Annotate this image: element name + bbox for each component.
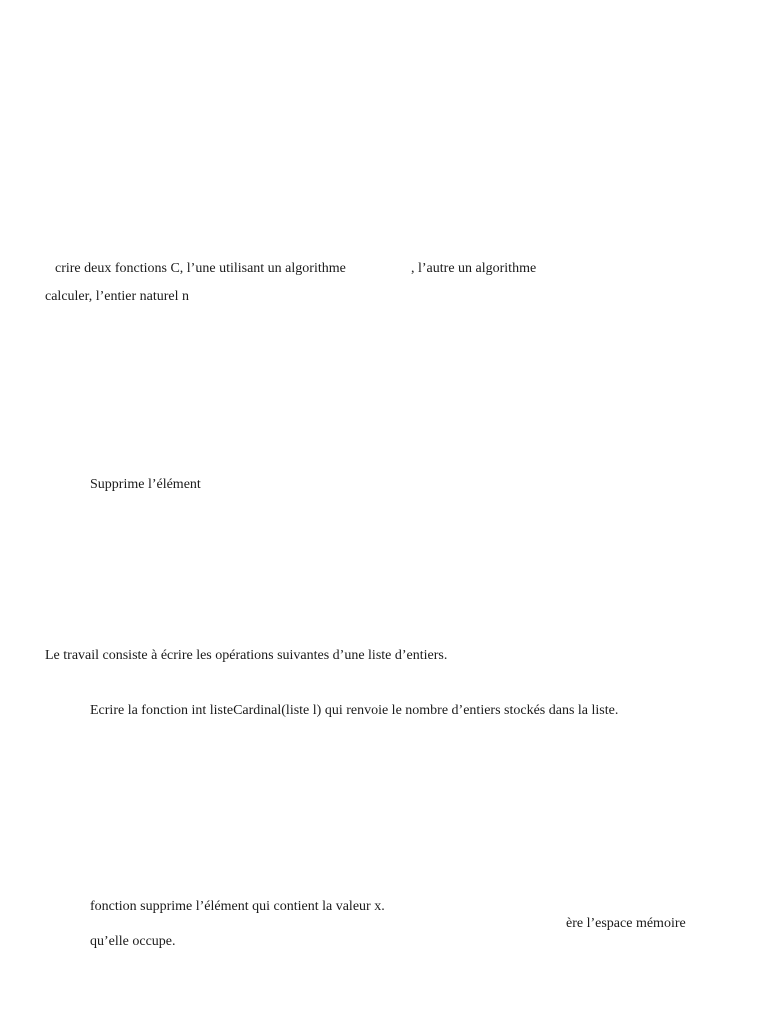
exercise3-item2-line1-right: ère l’espace mémoire [566, 916, 686, 931]
exercise1-text-part1: crire deux fonctions C, l’une utilisant un algorithme [55, 261, 346, 276]
exercise3-item1: Ecrire la fonction int listeCardinal(liste l) qui renvoie le nombre d’entiers stockés dans la liste. [90, 703, 619, 718]
exercise3-item2-line1: fonction supprime l’élément qui contient la valeur x. [90, 899, 385, 914]
exercise3-item2-line2: qu’elle occupe. [90, 934, 176, 949]
exercise1-text-line2: calculer, l’entier naturel n [45, 289, 190, 304]
exercise3-intro: Le travail consiste à écrire les opérations suivantes d’une liste d’entiers. [45, 648, 448, 663]
exercise1-text-part2: , l’autre un algorithme [411, 261, 537, 276]
exercise2-item: Supprime l’élément [90, 477, 201, 492]
